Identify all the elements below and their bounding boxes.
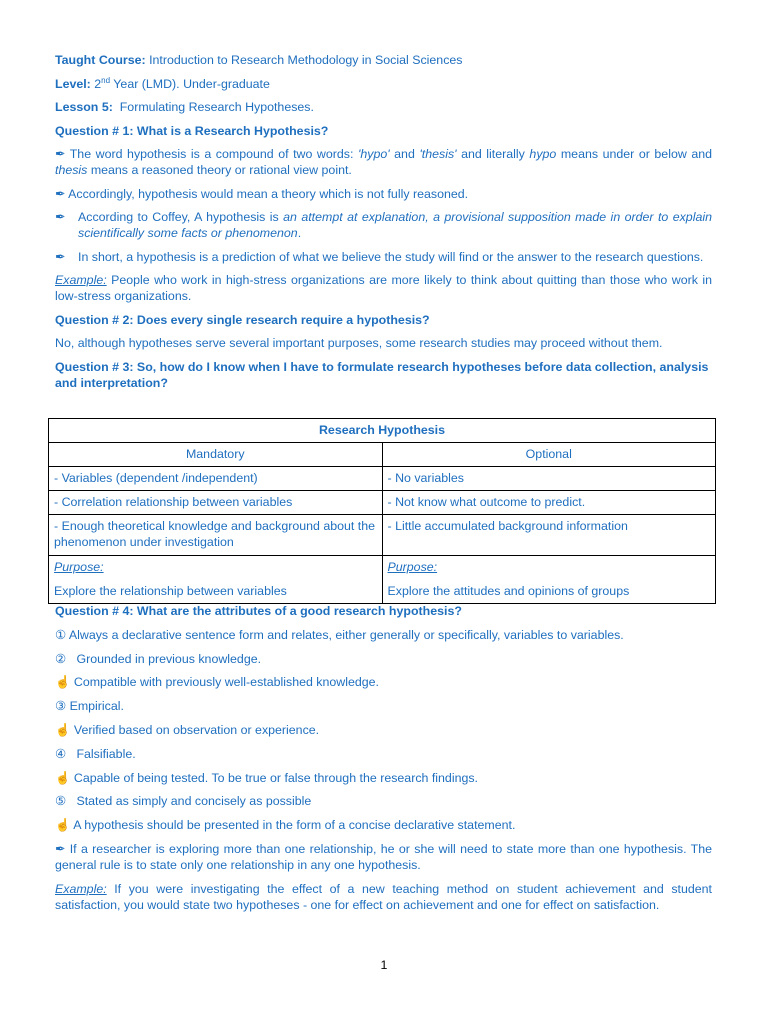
hypothesis-table [48, 418, 716, 604]
q1-paragraph-short: ✒ In short, a hypothesis is a prediction of what we believe the study will find or the answer to the research questions. [55, 249, 704, 264]
table-row [49, 515, 716, 556]
pointing-finger-icon: ☝ [55, 818, 71, 833]
circled-five-icon: ⑤ [55, 794, 67, 809]
table-cell-optional: - Not know what outcome to predict. [382, 491, 716, 515]
course-line: Taught Course: Introduction to Research Methodology in Social Sciences [55, 53, 463, 67]
pointing-finger-icon: ☝ [55, 770, 71, 785]
question-4-section [55, 603, 712, 921]
list-item: ③ Empirical. [55, 699, 124, 714]
list-item: ☝ Capable of being tested. To be true or false through the research findings. [55, 770, 478, 785]
table-cell-optional: - Little accumulated background information [382, 515, 716, 556]
table-header-optional: Optional [382, 443, 716, 467]
circled-two-icon: ② [55, 651, 67, 666]
q4-example: Example: If you were investigating the effect of a new teaching method on student achievement and student satisfaction, you would state two hypotheses - one for effect on achievement and one for effect on satisfaction. [55, 881, 712, 912]
table-cell-mandatory: - Enough theoretical knowledge and background about the phenomenon under investigation [49, 515, 383, 556]
question-1-title: Question # 1: What is a Research Hypothesis? [55, 123, 329, 138]
list-item: ⑤ Stated as simply and concisely as possible [55, 794, 312, 809]
q4-rule: ✒ If a researcher is exploring more than one relationship, he or she will need to state more than one hypothesis. The general rule is to state only one relationship in any one hypothesis. [55, 841, 712, 872]
circled-four-icon: ④ [55, 746, 67, 761]
lesson-line: Lesson 5: Formulating Research Hypotheses. [55, 100, 314, 114]
pen-icon: ✒ [55, 147, 66, 161]
table-cell-purpose-optional: Purpose: Explore the attitudes and opinions of groups [382, 556, 716, 604]
pointing-finger-icon: ☝ [55, 722, 71, 737]
table-cell-mandatory: - Correlation relationship between variables [49, 491, 383, 515]
list-item: ☝ A hypothesis should be presented in the form of a concise declarative statement. [55, 818, 516, 833]
pen-icon: ✒ [55, 841, 66, 856]
list-item: ④ Falsifiable. [55, 746, 136, 761]
list-item: ② Grounded in previous knowledge. [55, 651, 262, 666]
page-number: 1 [380, 958, 388, 972]
q1-paragraph-etymology: ✒ The word hypothesis is a compound of two words: 'hypo' and 'thesis' and literally hypo means under or below and thesis means a reasoned theory or rational view point. [55, 147, 713, 177]
pen-icon: ✒ [55, 249, 66, 264]
pen-icon: ✒ [55, 186, 66, 201]
q1-paragraph-coffey: ✒ According to Coffey, A hypothesis is an attempt at explanation, a provisional supposition made in order to explain scientifically some facts or phenomenon. [55, 210, 712, 240]
table-title-cell: Research Hypothesis [49, 419, 716, 443]
table-header-mandatory: Mandatory [49, 443, 383, 467]
question-2-title: Question # 2: Does every single research require a hypothesis? [55, 312, 430, 327]
circled-one-icon: ① [55, 627, 67, 642]
pointing-finger-icon: ☝ [55, 675, 71, 690]
list-item: ① Always a declarative sentence form and relates, either generally or specifically, variables to variables. [55, 627, 624, 642]
table-row [49, 467, 716, 491]
level-line: Level: 2nd Year (LMD). Under-graduate [55, 75, 270, 91]
q1-example: Example: People who work in high-stress organizations are more likely to think about quitting than those who work in low-stress organizations. [55, 273, 712, 303]
circled-three-icon: ③ [55, 699, 67, 714]
pen-icon: ✒ [55, 210, 66, 224]
q2-answer: No, although hypotheses serve several important purposes, some research studies may proceed without them. [55, 336, 663, 350]
list-item: ☝ Verified based on observation or experience. [55, 722, 320, 737]
question-4-title: Question # 4: What are the attributes of a good research hypothesis? [55, 604, 462, 618]
list-item: ☝ Compatible with previously well-established knowledge. [55, 675, 379, 690]
question-3-title: Question # 3: So, how do I know when I have to formulate research hypotheses before data collection, analysis and interpretation? [55, 359, 709, 390]
q1-paragraph-accordingly: ✒ Accordingly, hypothesis would mean a theory which is not fully reasoned. [55, 186, 469, 201]
table-cell-optional: - No variables [382, 467, 716, 491]
document-body [55, 52, 712, 398]
table-cell-mandatory: - Variables (dependent /independent) [49, 467, 383, 491]
table-row [49, 491, 716, 515]
table-row-purpose [49, 556, 716, 604]
table-cell-purpose-mandatory: Purpose: Explore the relationship between variables [49, 556, 383, 604]
